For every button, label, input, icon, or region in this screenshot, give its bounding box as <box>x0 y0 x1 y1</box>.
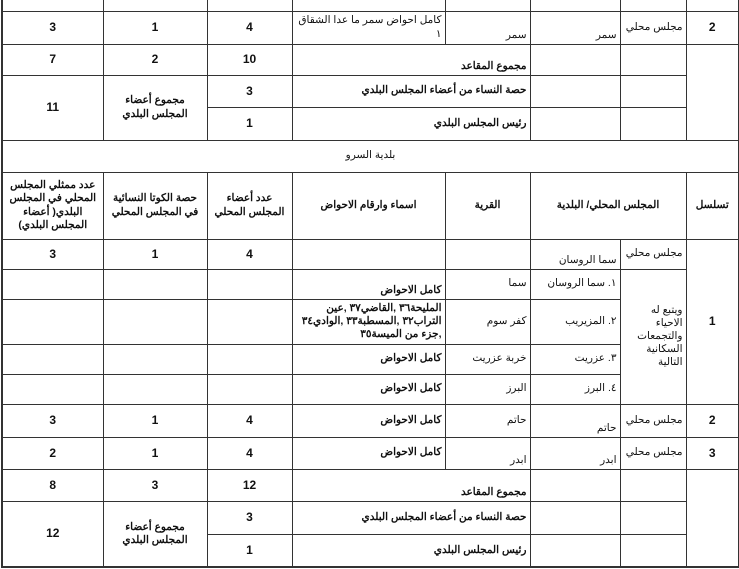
header-quota: حصة الكوتا النسائية في المجلس المحلي <box>103 172 207 239</box>
total-quota-cell: 3 <box>103 469 207 501</box>
serial-cell: 3 <box>686 437 739 469</box>
header-row <box>2 172 739 239</box>
basins-cell: كامل الاحواض <box>292 404 445 437</box>
total-reps-cell: 7 <box>2 44 103 75</box>
members-cell: 4 <box>207 404 292 437</box>
basins-cell: المليحة٣٦ ,القاضي٣٧ ,عين التراب٣٢ ,المسطبة٣٣ ,الوادي٣٤ ,جزء من الميسة٣٥ <box>292 299 445 344</box>
head-label: رئيس المجلس البلدي <box>292 534 530 567</box>
basins-cell: كامل الاحواض <box>292 269 445 299</box>
village-cell: البرز <box>445 374 530 404</box>
council-type-cell: مجلس محلي <box>620 11 686 44</box>
total-seats-label: مجموع المقاعد <box>292 469 530 501</box>
council-cell: سما الروسان <box>530 239 620 269</box>
council-cell: ابدر <box>530 437 620 469</box>
council-seats-table <box>1 0 739 568</box>
table-row <box>2 11 739 44</box>
total-seats-label: مجموع المقاعد <box>292 44 530 75</box>
village-cell: خربة عزريت <box>445 344 530 374</box>
council-type-cell: مجلس محلي <box>620 437 686 469</box>
table-row <box>2 44 739 75</box>
locality-cell: ١. سما الروسان <box>530 269 620 299</box>
total-quota-cell: 2 <box>103 44 207 75</box>
council-cell: سمر <box>530 11 620 44</box>
affiliated-label: ويتبع له الاحياء والتجمعات السكانية التالية <box>620 269 686 404</box>
locality-cell: ٣. عزريت <box>530 344 620 374</box>
sub-row <box>2 269 739 299</box>
village-cell: كفر سوم <box>445 299 530 344</box>
partial-row <box>2 0 739 11</box>
table-row <box>2 404 739 437</box>
locality-cell: ٢. المزيريب <box>530 299 620 344</box>
table-row <box>2 75 739 107</box>
table-row <box>2 501 739 534</box>
header-village: القرية <box>445 172 530 239</box>
council-type-cell: مجلس محلي <box>620 404 686 437</box>
members-cell: 4 <box>207 11 292 44</box>
council-cell: حاتم <box>530 404 620 437</box>
municipality-row <box>2 140 739 172</box>
council-type-cell: مجلس محلي <box>620 239 686 269</box>
reps-cell: 3 <box>2 239 103 269</box>
reps-cell: 3 <box>2 11 103 44</box>
total-council-members-value: 11 <box>2 75 103 140</box>
reps-cell: 3 <box>2 404 103 437</box>
total-reps-cell: 8 <box>2 469 103 501</box>
basins-cell: كامل الاحواض <box>292 344 445 374</box>
women-share-label: حصة النساء من أعضاء المجلس البلدي <box>292 501 530 534</box>
total-members-cell: 10 <box>207 44 292 75</box>
total-members-cell: 12 <box>207 469 292 501</box>
basins-cell: كامل الاحواض <box>292 374 445 404</box>
village-cell: ابدر <box>445 437 530 469</box>
header-council: المجلس المحلي/ البلدية <box>530 172 686 239</box>
quota-cell: 1 <box>103 404 207 437</box>
header-reps: عدد ممثلي المجلس المحلي في المجلس البلدي( أعضاء المجلس البلدي) <box>2 172 103 239</box>
members-cell: 4 <box>207 239 292 269</box>
reps-cell: 2 <box>2 437 103 469</box>
total-council-members-label: مجموع أعضاء المجلس البلدي <box>103 501 207 567</box>
village-cell: سمر <box>445 11 530 44</box>
members-cell: 4 <box>207 437 292 469</box>
quota-cell: 1 <box>103 437 207 469</box>
basins-cell: كامل الاحواض <box>292 437 445 469</box>
municipality-title: بلدية السرو <box>2 140 739 172</box>
table-row <box>2 239 739 269</box>
locality-cell: ٤. البرز <box>530 374 620 404</box>
head-label: رئيس المجلس البلدي <box>292 107 530 140</box>
total-council-members-label: مجموع أعضاء المجلس البلدي <box>103 75 207 140</box>
head-value: 1 <box>207 534 292 567</box>
basins-cell: كامل احواض سمر ما عدا الشقاق ١ <box>292 11 445 44</box>
table-row <box>2 469 739 501</box>
women-share-label: حصة النساء من أعضاء المجلس البلدي <box>292 75 530 107</box>
table-row <box>2 437 739 469</box>
header-serial: تسلسل <box>686 172 739 239</box>
women-share-value: 3 <box>207 75 292 107</box>
women-share-value: 3 <box>207 501 292 534</box>
serial-cell: 1 <box>686 239 739 404</box>
quota-cell: 1 <box>103 239 207 269</box>
head-value: 1 <box>207 107 292 140</box>
total-council-members-value: 12 <box>2 501 103 567</box>
header-members: عدد أعضاء المجلس المحلي <box>207 172 292 239</box>
village-cell: حاتم <box>445 404 530 437</box>
serial-cell: 2 <box>686 404 739 437</box>
serial-cell: 2 <box>686 11 739 44</box>
village-cell: سما <box>445 269 530 299</box>
quota-cell: 1 <box>103 11 207 44</box>
header-basins: اسماء وارقام الاحواض <box>292 172 445 239</box>
